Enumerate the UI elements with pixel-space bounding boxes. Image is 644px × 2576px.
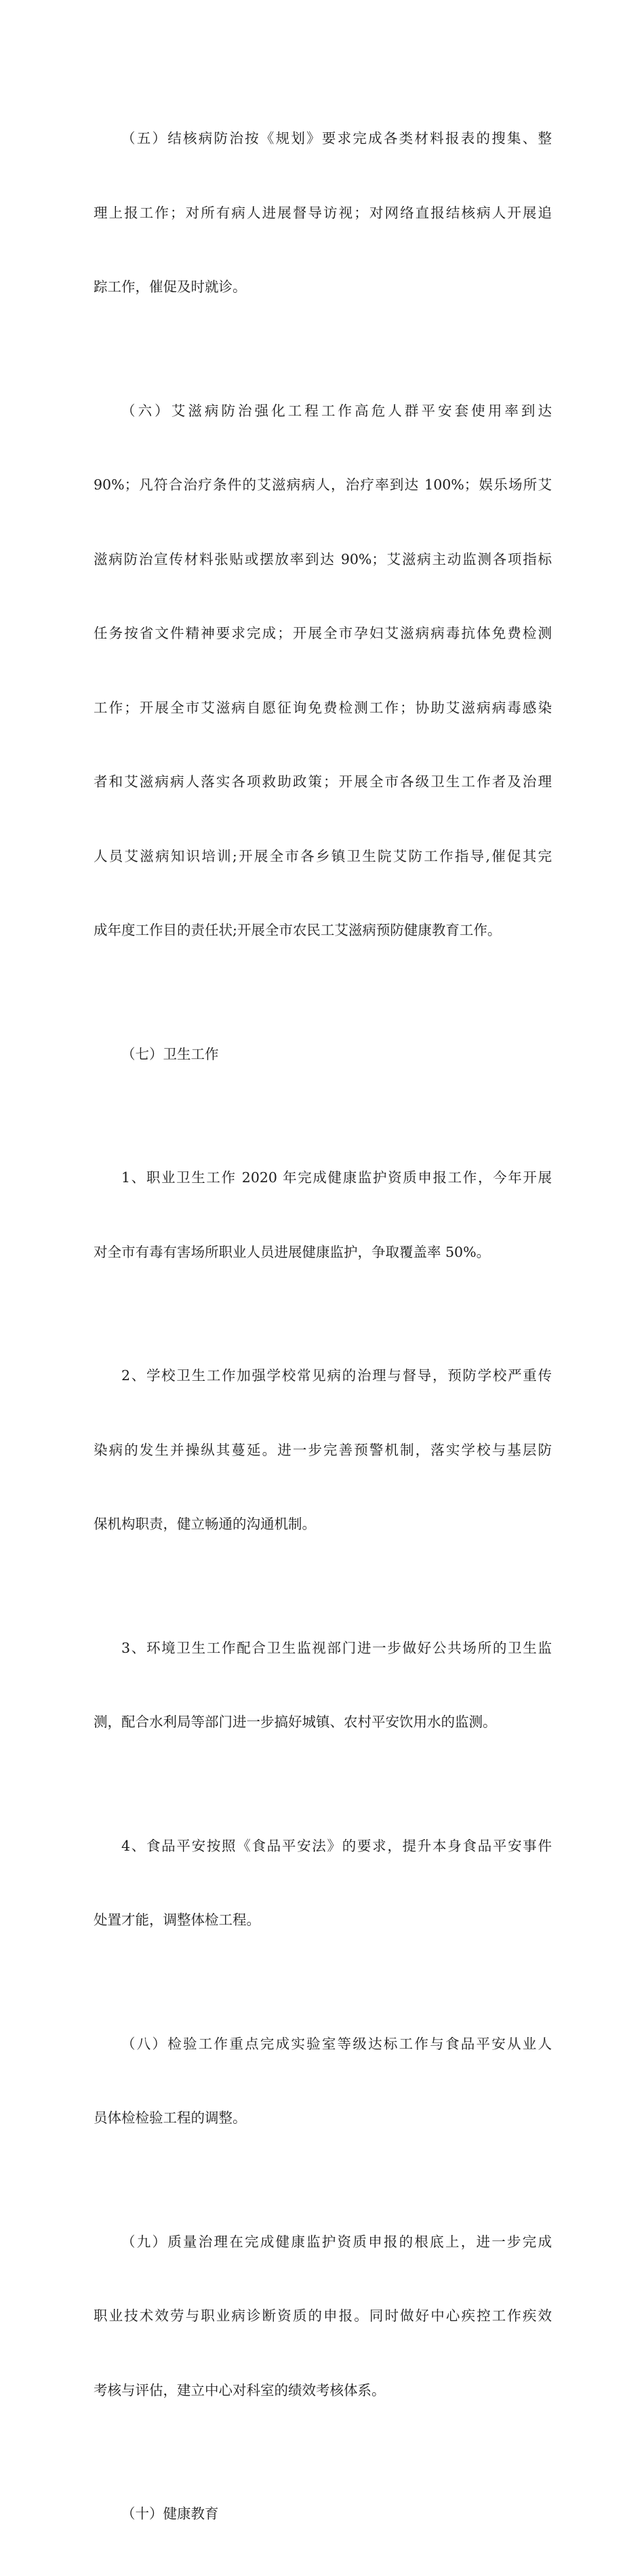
text-line: 成年度工作目的责任状;开展全市农民工艾滋病预防健康教育工作。 (94, 922, 502, 938)
text-line: 理上报工作；对所有病人进展督导访视；对网络直报结核病人开展追 (94, 204, 552, 221)
document-body (94, 77, 552, 2576)
text-line: （六）艾滋病防治强化工程工作高危人群平安套使用率到达 (121, 402, 552, 419)
text-line: 人员艾滋病知识培训;开展全市各乡镇卫生院艾防工作指导,催促其完 (94, 847, 552, 864)
text-line: 保机构职责，健立畅通的沟通机制。 (94, 1516, 316, 1532)
text-line: 3、环境卫生工作配合卫生监视部门进一步做好公共场所的卫生监 (121, 1639, 552, 1656)
text-line: 任务按省文件精神要求完成；开展全市孕妇艾滋病病毒抗体免费检测 (94, 625, 552, 641)
section-heading-health (94, 992, 552, 1116)
text-line: 处置才能，调整体检工程。 (94, 1912, 260, 1928)
text-line: 踪工作，催促及时就诊。 (94, 279, 247, 295)
text-line: 滋病防治宣传材料张贴或摆放率到达 90%；艾滋病主动监测各项指标 (94, 550, 552, 567)
section-heading-health-education (94, 2452, 552, 2576)
paragraph-tuberculosis (94, 77, 552, 349)
paragraph-inspection (94, 1982, 552, 2180)
text-line: 90%；凡符合治疗条件的艾滋病病人，治疗率到达 100%；娱乐场所艾 (94, 477, 552, 493)
paragraph-environmental-health (94, 1586, 552, 1784)
text-line: 工作；开展全市艾滋病自愿征询免费检测工作；协助艾滋病病毒感染 (94, 699, 552, 716)
text-line: 者和艾滋病病人落实各项救助政策；开展全市各级卫生工作者及治理 (94, 773, 552, 790)
text-line: 职业技术效劳与职业病诊断资质的申报。同时做好中心疾控工作疾效 (94, 2308, 552, 2324)
paragraph-food-safety (94, 1784, 552, 1982)
text-line: 1、职业卫生工作 2020 年完成健康监护资质申报工作，今年开展 (121, 1169, 552, 1186)
text-line: 对全市有毒有害场所职业人员进展健康监护，争取覆盖率 50%。 (94, 1243, 491, 1260)
text-line: 测，配合水利局等部门进一步搞好城镇、农村平安饮用水的监测。 (94, 1714, 497, 1730)
text-line: （七）卫生工作 (121, 1045, 219, 1062)
text-line: （八）检验工作重点完成实验室等级达标工作与食品平安从业人 (121, 2035, 552, 2052)
text-line: 员体检检验工程的调整。 (94, 2110, 247, 2126)
paragraph-quality-management (94, 2180, 552, 2453)
paragraph-school-health (94, 1314, 552, 1586)
text-line: 染病的发生并操纵其蔓延。进一步完善预警机制，落实学校与基层防 (94, 1441, 552, 1458)
text-line: 2、学校卫生工作加强学校常见病的治理与督导，预防学校严重传 (121, 1367, 552, 1384)
text-line: （五）结核病防治按《规划》要求完成各类材料报表的搜集、整 (121, 130, 552, 146)
paragraph-occupational-health (94, 1116, 552, 1314)
text-line: （九）质量治理在完成健康监护资质申报的根底上，进一步完成 (121, 2233, 552, 2250)
paragraph-aids (94, 349, 552, 992)
text-line: 考核与评估，建立中心对科室的绩效考核体系。 (94, 2381, 386, 2398)
text-line: 4、食品平安按照《食品平安法》的要求，提升本身食品平安事件 (121, 1837, 552, 1854)
text-line: （十）健康教育 (121, 2505, 219, 2522)
